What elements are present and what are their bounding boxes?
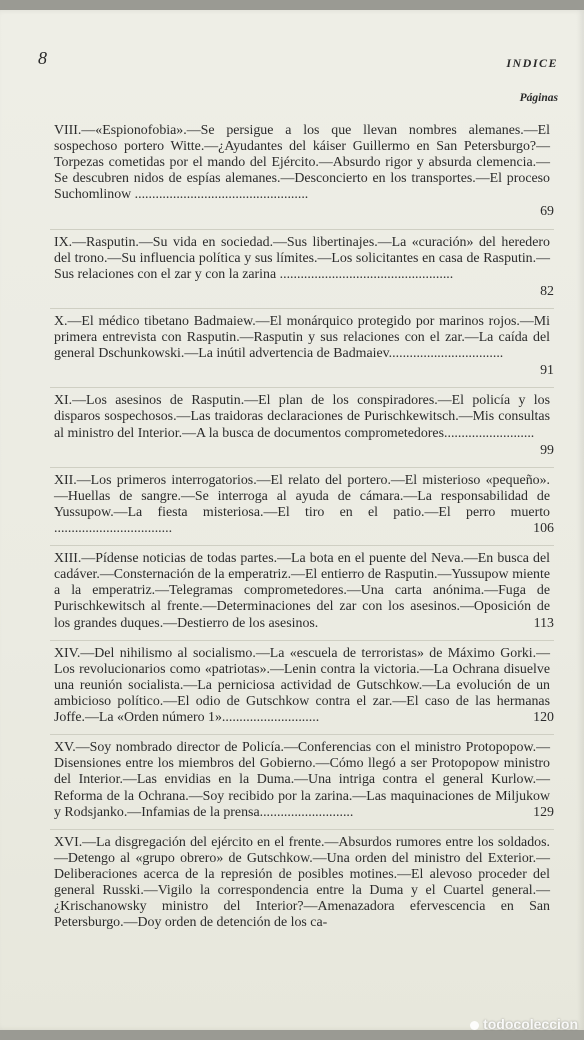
toc-entry-xiv [54, 641, 554, 735]
toc-entry-text: VIII.—«Espionofobia».—Se persigue a los que llevan nombres alemanes.—El sospechoso portero Witte.—¿Ayudantes del káiser Guillermo en San Petersburgo?—Torpezas cometidas por el mando del Ejército.—Absurdo rigor y absurda clemencia.—Se descubren nidos de espías alemanes.—Desconcierto en los transportes.—El proceso Suchomlinow .................................................. [54, 123, 550, 203]
toc-entry-text: XV.—Soy nombrado director de Policía.—Conferencias con el ministro Protopopow.—Disensiones entre los miembros del Gobierno.—Cómo llegó a ser Protopopow ministro del Interior.—Las envidias en la Duma.—Una intriga contra el general Kurlow.—Reforma de la Ochrana.—Soy recibido por la zarina.—Las maquinaciones de Miljukow y Rodsjanko.—Infamias de la prensa........................... [54, 740, 550, 820]
toc-entry-xi [54, 388, 554, 466]
watermark-text: todocoleccion [483, 1016, 578, 1032]
toc-entry-text: XIII.—Pídense noticias de todas partes.—La bota en el puente del Neva.—En busca del cadáver.—Consternación de la emperatriz.—El entierro de Rasputin.—Yussupow miente a la emperatriz.—Telegramas comprometedores.—Una carta anónima.—Fuga de Purischkewitsch al frente.—Determinaciones del zar con los asesinos.—Oposición de los grandes duques.—Destierro de los asesinos. [54, 551, 550, 631]
toc-entry-text: XIV.—Del nihilismo al socialismo.—La «escuela de terroristas» de Máximo Gorki.—Los revolucionarios como «patriotas».—Lenin contra la victoria.—La Ochrana disuelve una reunión socialista.—La perniciosa actividad de Gutschkow.—La evolución de un ambicioso político.—El odio de Gutschkow contra el zar.—El caso de las hermanas Joffe.—La «Orden número 1»............................ [54, 645, 550, 726]
toc-entry-text: X.—El médico tibetano Badmaiew.—El monárquico protegido por marinos rojos.—Mi primera entrevista con Rasputin.—Rasputin y sus relaciones con el zar.—La caída del general Dschunkowski.—La inútil advertencia de Badmaiev................................. [54, 313, 550, 362]
toc-entry-page: 69 [540, 204, 554, 220]
toc-entry-page: 120 [533, 710, 554, 726]
watermark-icon [470, 1021, 479, 1030]
toc-entry-page: 82 [540, 283, 554, 299]
toc-entry-page: 129 [533, 804, 554, 820]
table-of-contents [54, 118, 554, 939]
book-page [0, 10, 584, 1030]
page-number: 8 [38, 48, 47, 68]
toc-entry-viii [54, 118, 554, 229]
toc-entry-text: XII.—Los primeros interrogatorios.—El relato del portero.—El misterioso «pequeño».—Huellas de sangre.—Se interroga al ayuda de cámara.—La responsabilidad de Yussupow.—La fiesta misteriosa.—El tiro en el patio.—El perro muerto .................................. [54, 472, 550, 536]
toc-entry-text: IX.—Rasputin.—Su vida en sociedad.—Sus libertinajes.—La «curación» del heredero del trono.—Su influencia política y sus límites.—Los solicitantes en casa de Rasputin.—Sus relaciones con el zar y con la zarina .................................................. [54, 234, 550, 282]
toc-entry-text: XI.—Los asesinos de Rasputin.—El plan de los conspiradores.—El policía y los disparos sospechosos.—Las traidoras declaraciones de Purischkewitsch.—Mis consultas al ministro del Interior.—A la busca de documentos comprometedores.......................... [54, 393, 550, 441]
toc-entry-x [54, 309, 554, 387]
toc-entry-xii [54, 468, 554, 545]
toc-entry-page: 91 [540, 363, 554, 379]
toc-entry-page: 99 [540, 442, 554, 458]
pages-column-heading: Páginas [519, 92, 558, 104]
toc-entry-xvi [54, 830, 554, 940]
toc-entry-text: XVI.—La disgregación del ejército en el frente.—Absurdos rumores entre los soldados.—Detengo al «grupo obrero» de Gutschkow.—Una orden del ministro del Exterior.—Deliberaciones acerca de la represión de posibles motines.—El alevoso proceder del general Russki.—Vigilo la correspondencia entre la Duma y el Cuartel general.—¿Krischanowsky ministro del Interior?—Amenazadora efervescencia en San Petersburgo.—Doy orden de detención de los ca- [54, 834, 550, 931]
toc-entry-xiii [54, 546, 554, 640]
running-head: INDICE [506, 56, 558, 70]
watermark-logo [470, 1016, 578, 1032]
toc-entry-page: 113 [533, 615, 554, 631]
toc-entry-ix [54, 230, 554, 308]
toc-entry-page: 106 [533, 521, 554, 537]
toc-entry-xv [54, 735, 554, 829]
